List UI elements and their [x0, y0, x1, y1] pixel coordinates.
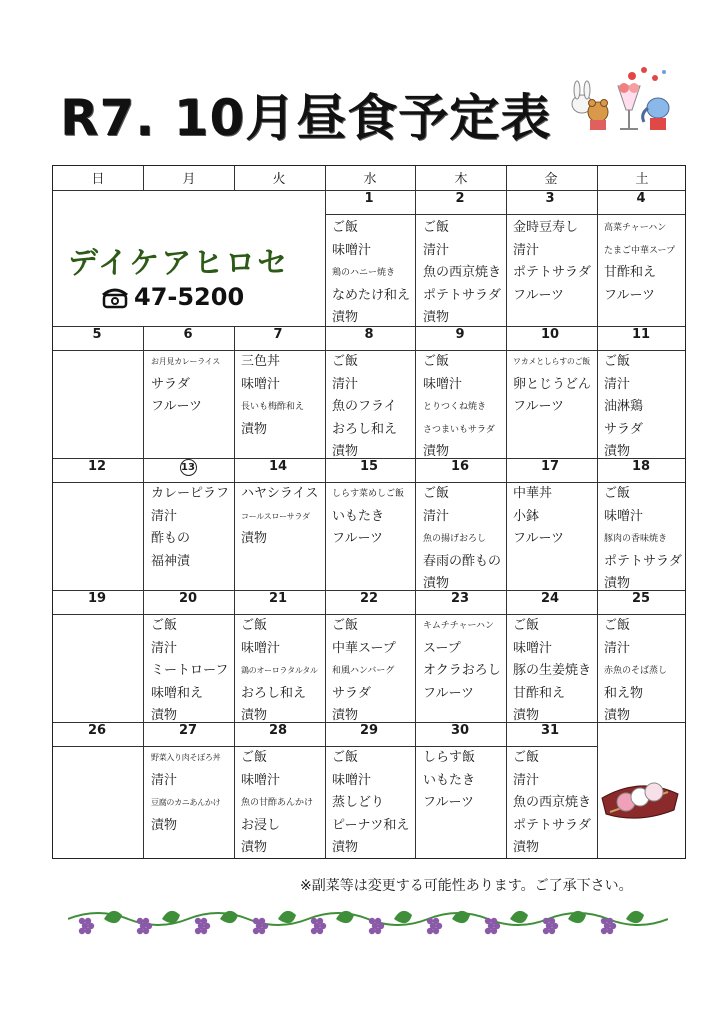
- date-15: 15: [359, 459, 379, 474]
- menu-item: 漬物: [241, 531, 268, 546]
- menu-item: オクラおろし: [423, 663, 501, 678]
- menu-item: 卵とじうどん: [513, 376, 592, 392]
- menu-cell-1: [332, 217, 424, 330]
- menu-item: ご飯: [423, 486, 450, 501]
- menu-item: 漬物: [423, 310, 450, 325]
- date-21: 21: [268, 591, 288, 606]
- weekday-mon: 月: [182, 172, 196, 187]
- menu-item: 豆腐のカニあんかけ: [151, 798, 221, 807]
- menu-cell-15: [332, 483, 424, 551]
- menu-item: 清汁: [423, 242, 450, 258]
- date-22: 22: [359, 591, 379, 606]
- menu-item: 野菜入り肉そぼろ丼: [151, 753, 221, 762]
- date-11: 11: [631, 327, 651, 342]
- menu-item: 漬物: [332, 310, 359, 325]
- menu-item: ご飯: [332, 618, 359, 633]
- menu-item: 漬物: [423, 576, 450, 591]
- menu-cell-18: [604, 483, 696, 596]
- menu-item: 味噌汁: [423, 376, 463, 392]
- menu-item: 小鉢: [513, 508, 540, 524]
- menu-cell-27: [151, 747, 243, 837]
- menu-item: コールスローサラダ: [241, 511, 310, 521]
- menu-cell-4: [604, 217, 696, 307]
- menu-item: 漬物: [332, 840, 359, 855]
- menu-item: 豚の生姜焼き: [513, 663, 592, 678]
- date-30: 30: [450, 723, 470, 738]
- phone-number-text: 47-5200: [134, 283, 245, 311]
- date-3: 3: [545, 191, 555, 206]
- menu-item: 酢もの: [151, 531, 191, 546]
- menu-item: ご飯: [604, 486, 631, 501]
- menu-item: ご飯: [241, 618, 268, 633]
- menu-cell-16: [423, 483, 515, 596]
- menu-item: 漬物: [513, 708, 540, 723]
- date-6: 6: [183, 327, 193, 342]
- date-5: 5: [92, 327, 102, 342]
- menu-item: 油淋鶏: [604, 399, 644, 414]
- date-1: 1: [364, 191, 374, 206]
- menu-item: しらす飯: [423, 750, 476, 765]
- menu-cell-14: [241, 483, 333, 551]
- menu-item: 漬物: [604, 576, 631, 591]
- menu-item: さつまいもサラダ: [423, 424, 495, 435]
- date-12: 12: [87, 459, 107, 474]
- footer-note: ※副菜等は変更する可能性あります。ご了承下さい。: [300, 878, 633, 894]
- menu-item: 漬物: [241, 421, 268, 437]
- menu-item: スープ: [423, 640, 461, 656]
- menu-item: いもたき: [332, 508, 385, 524]
- menu-item: フルーツ: [604, 287, 655, 303]
- menu-item: ご飯: [604, 618, 631, 633]
- menu-item: 鶏のオーロラタルタル: [241, 666, 318, 675]
- menu-item: たまご中華スープ: [604, 245, 676, 256]
- menu-item: ピーナツ和え: [332, 817, 410, 833]
- menu-item: フルーツ: [513, 531, 564, 546]
- menu-cell-31: [513, 747, 605, 860]
- menu-item: 清汁: [604, 640, 631, 656]
- menu-item: フルーツ: [423, 795, 474, 810]
- menu-item: 魚の西京焼き: [423, 265, 502, 280]
- menu-cell-2: [423, 217, 515, 330]
- menu-cell-3: [513, 217, 605, 307]
- date-9: 9: [455, 327, 465, 342]
- menu-item: 魚の甘酢あんかけ: [241, 798, 314, 808]
- menu-item: 和え物: [604, 685, 644, 701]
- menu-item: 漬物: [241, 708, 268, 723]
- menu-item: サラダ: [332, 685, 371, 701]
- weekday-sat: 土: [635, 172, 649, 187]
- weekday-sun: 日: [91, 172, 105, 187]
- menu-item: 味噌和え: [151, 685, 204, 701]
- animals-balloon-icon: [560, 62, 680, 142]
- menu-item: 清汁: [513, 242, 540, 258]
- menu-item: 甘酢和え: [604, 265, 657, 280]
- menu-item: サラダ: [604, 421, 643, 437]
- menu-item: 豚肉の香味焼き: [604, 534, 668, 544]
- menu-item: 清汁: [151, 640, 178, 656]
- menu-item: ご飯: [423, 354, 450, 369]
- menu-item: 味噌汁: [332, 772, 372, 788]
- menu-item: 三色丼: [241, 354, 281, 369]
- date-28: 28: [268, 723, 288, 738]
- menu-item: サラダ: [151, 376, 190, 392]
- menu-item: 清汁: [604, 376, 631, 392]
- menu-item: 漬物: [241, 840, 268, 855]
- menu-cell-21: [241, 615, 333, 728]
- menu-item: お浸し: [241, 817, 281, 833]
- menu-item: 春雨の酢もの: [423, 553, 502, 569]
- menu-item: お月見カレーライス: [151, 357, 220, 366]
- menu-item: フルーツ: [423, 685, 474, 701]
- menu-item: ご飯: [332, 220, 359, 235]
- date-14: 14: [268, 459, 288, 474]
- facility-name: デイケアヒロセ: [68, 246, 290, 281]
- menu-item: 清汁: [513, 772, 540, 788]
- menu-item: 清汁: [151, 772, 178, 788]
- menu-item: 漬物: [423, 444, 450, 459]
- menu-cell-29: [332, 747, 424, 860]
- menu-item: ご飯: [332, 354, 359, 369]
- weekday-wed: 水: [363, 172, 377, 187]
- menu-item: フルーツ: [332, 531, 383, 546]
- menu-item: 味噌汁: [513, 640, 553, 656]
- menu-item: フルーツ: [513, 287, 564, 303]
- menu-item: 漬物: [151, 708, 178, 723]
- menu-item: 赤魚のそば蒸し: [604, 666, 668, 676]
- menu-item: 甘酢和え: [513, 685, 566, 701]
- menu-item: 漬物: [604, 708, 631, 723]
- menu-item: 味噌汁: [332, 242, 372, 258]
- dango-icon: [598, 768, 682, 824]
- menu-item: 長いも梅酢和え: [241, 402, 305, 412]
- menu-item: なめたけ和え: [332, 287, 411, 303]
- menu-cell-8: [332, 351, 424, 464]
- date-7: 7: [273, 327, 283, 342]
- menu-item: ご飯: [241, 750, 268, 765]
- menu-item: ワカメとしらすのご飯: [513, 357, 590, 366]
- menu-item: 味噌汁: [241, 376, 281, 392]
- menu-cell-28: [241, 747, 333, 860]
- menu-item: 漬物: [604, 444, 631, 459]
- menu-item: ご飯: [423, 220, 450, 235]
- weekday-tue: 火: [272, 172, 286, 187]
- date-19: 19: [87, 591, 107, 606]
- date-25: 25: [631, 591, 651, 606]
- menu-item: 漬物: [332, 708, 359, 723]
- menu-cell-23: [423, 615, 515, 705]
- menu-item: カレーピラフ: [151, 486, 230, 501]
- menu-item: 高菜チャーハン: [604, 223, 667, 233]
- menu-cell-20: [151, 615, 243, 728]
- grape-vine-icon: [68, 905, 668, 937]
- date-24: 24: [540, 591, 560, 606]
- menu-item: 味噌汁: [241, 640, 281, 656]
- menu-cell-7: [241, 351, 333, 441]
- menu-item: 中華丼: [513, 486, 553, 501]
- menu-item: しらす菜めしご飯: [332, 489, 405, 499]
- menu-item: ご飯: [151, 618, 178, 633]
- menu-cell-22: [332, 615, 424, 728]
- menu-item: 福神漬: [151, 553, 191, 569]
- weekday-fri: 金: [544, 172, 558, 187]
- menu-item: とりつくね焼き: [423, 402, 487, 412]
- menu-item: ご飯: [604, 354, 631, 369]
- menu-cell-10: [513, 351, 605, 419]
- menu-item: ハヤシライス: [241, 486, 319, 501]
- menu-item: 中華スープ: [332, 640, 396, 656]
- menu-item: おろし和え: [241, 685, 307, 701]
- phone-icon: [102, 287, 128, 309]
- date-27: 27: [178, 723, 198, 738]
- date-2: 2: [455, 191, 465, 206]
- menu-item: 魚の揚げおろし: [423, 534, 487, 544]
- menu-item: キムチチャーハン: [423, 621, 495, 631]
- menu-item: フルーツ: [513, 399, 564, 414]
- menu-item: 清汁: [332, 376, 359, 392]
- date-31: 31: [540, 723, 560, 738]
- date-29: 29: [359, 723, 379, 738]
- menu-item: ご飯: [513, 618, 540, 633]
- date-17: 17: [540, 459, 560, 474]
- menu-cell-9: [423, 351, 515, 464]
- menu-item: 漬物: [332, 444, 359, 459]
- menu-item: いもたき: [423, 772, 476, 788]
- date-18: 18: [631, 459, 651, 474]
- menu-cell-25: [604, 615, 696, 728]
- menu-item: 蒸しどり: [332, 795, 385, 810]
- menu-cell-6: [151, 351, 243, 419]
- date-13: 13: [143, 459, 233, 476]
- menu-item: 漬物: [513, 840, 540, 855]
- menu-item: 金時豆寿し: [513, 220, 579, 235]
- date-16: 16: [450, 459, 470, 474]
- menu-item: おろし和え: [332, 421, 398, 437]
- menu-item: ポテトサラダ: [513, 817, 591, 833]
- menu-cell-30: [423, 747, 515, 815]
- phone-number: [102, 283, 244, 311]
- page-title: R7. 10月昼食予定表: [60, 89, 552, 147]
- menu-item: ご飯: [332, 750, 359, 765]
- menu-item: ポテトサラダ: [513, 265, 591, 280]
- date-26: 26: [87, 723, 107, 738]
- menu-item: ポテトサラダ: [604, 553, 682, 569]
- menu-cell-13: [151, 483, 243, 573]
- weekday-thu: 木: [454, 172, 468, 187]
- date-23: 23: [450, 591, 470, 606]
- menu-item: 清汁: [423, 508, 450, 524]
- menu-item: 魚のフライ: [332, 399, 397, 414]
- menu-item: 味噌汁: [241, 772, 281, 788]
- date-10: 10: [540, 327, 560, 342]
- menu-item: ご飯: [513, 750, 540, 765]
- menu-item: ミートローフ: [151, 663, 229, 678]
- menu-cell-24: [513, 615, 605, 728]
- date-8: 8: [364, 327, 374, 342]
- menu-item: 清汁: [151, 508, 178, 524]
- menu-item: フルーツ: [151, 399, 202, 414]
- date-20: 20: [178, 591, 198, 606]
- menu-item: 味噌汁: [604, 508, 644, 524]
- menu-item: 魚の西京焼き: [513, 795, 592, 810]
- menu-item: 漬物: [151, 817, 178, 833]
- menu-cell-17: [513, 483, 605, 551]
- menu-cell-11: [604, 351, 696, 464]
- menu-item: ポテトサラダ: [423, 287, 501, 303]
- menu-item: 鶏のハニー焼き: [332, 268, 396, 278]
- date-4: 4: [636, 191, 646, 206]
- menu-item: 和風ハンバーグ: [332, 666, 395, 676]
